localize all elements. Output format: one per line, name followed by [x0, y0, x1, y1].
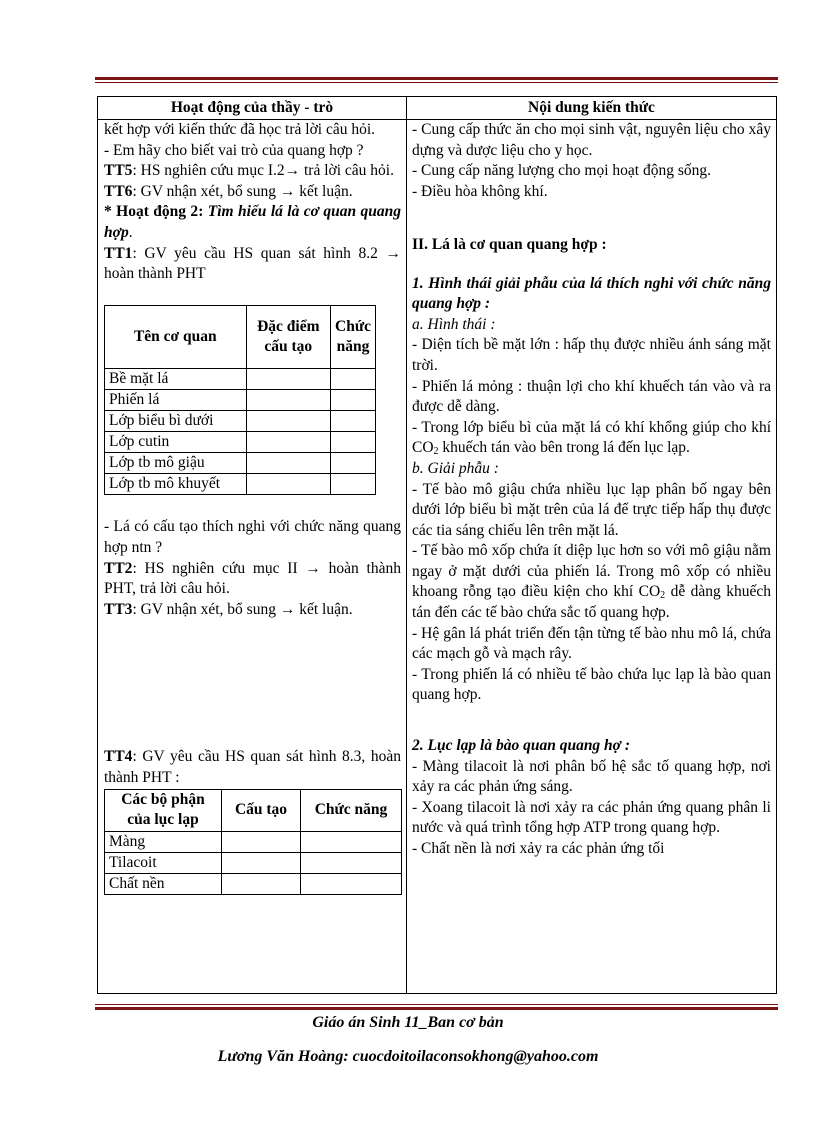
table-cell-empty: [331, 474, 376, 495]
footer-author: Lương Văn Hoàng: cuocdoitoilaconsokhong@yahoo.com: [217, 1048, 599, 1065]
activities-column: [104, 120, 401, 895]
step-tt6: [104, 182, 401, 203]
table-cell: Tilacoit: [105, 852, 222, 873]
step-text: : HS nghiên cứu mục I.2→ trả lời câu hỏi.: [132, 162, 394, 180]
subscript: 2: [433, 446, 439, 458]
step-label: TT5: [104, 162, 133, 180]
table-cell-empty: [301, 852, 402, 873]
header-rule: [95, 77, 778, 83]
step-label: TT3: [104, 600, 133, 618]
step-text: : GV nhận xét, bổ sung → kết luận.: [132, 600, 353, 618]
part-b-title: b. Giải phẫu :: [412, 459, 499, 477]
subscript: 2: [660, 590, 666, 602]
activity-label: * Hoạt động 2: [104, 203, 199, 221]
table-cell: Lớp tb mô khuyết: [105, 474, 247, 495]
morphology-area: - Diện tích bề mặt lớn : hấp thụ được nhiều ánh sáng mặt trời.: [412, 336, 771, 374]
anatomy-chloroplasts: - Trong phiến lá có nhiều tế bào chứa lục lạp là bào quan quang hợp.: [412, 665, 771, 704]
step-tt5: [104, 161, 401, 182]
chloroplast-membrane: - Màng tilacoit là nơi phân bố hệ sắc tố quang hợp, nơi xảy ra các phản ứng sáng.: [412, 757, 771, 796]
table-cell-empty: [222, 852, 301, 873]
text: khuếch tán vào bên trong lá đến lục lạp.: [438, 439, 690, 457]
table-cell-empty: [331, 453, 376, 474]
table-cell-empty: [222, 831, 301, 852]
question-leaf-adaptation: [104, 517, 401, 558]
table-cell-empty: [246, 474, 330, 495]
morphology-stomata: [412, 418, 771, 459]
morphology-thin: - Phiến lá mỏng : thuận lợi cho khí khuếch tán vào và ra được dễ dàng.: [412, 377, 771, 416]
step-label: TT1: [104, 244, 133, 262]
subsection-2-title: 2. Lục lạp là bào quan quang hợ :: [412, 737, 631, 755]
step-tt3: [104, 600, 401, 621]
table-cell-empty: [331, 411, 376, 432]
step-tt2: [104, 559, 401, 600]
step-text: : GV yêu cầu HS quan sát hình 8.2 → hoàn thành PHT: [104, 244, 401, 283]
table-cell: Màng: [105, 831, 222, 852]
lesson-table: [97, 96, 777, 994]
anatomy-veins: - Hệ gân lá phát triển đến tận từng tế bào nhu mô lá, chứa các mạch gỗ và mạch rây.: [412, 624, 771, 663]
table-cell-empty: [331, 432, 376, 453]
table-cell: Lớp cutin: [105, 432, 247, 453]
footer-title: Giáo án Sinh 11_Ban cơ bản: [312, 1014, 504, 1031]
header-content: Nội dung kiến thức: [528, 99, 655, 116]
content-column: [412, 120, 771, 860]
table-cell-empty: [301, 873, 402, 894]
step-label: TT2: [104, 559, 133, 577]
header-activities: Hoạt động của thầy - trò: [170, 99, 334, 116]
table-header: Đặc điểm cấu tạo: [246, 306, 330, 369]
activity-dot: .: [128, 223, 133, 241]
left-text: kết hợp với kiến thức đã học trả lời câu hỏi.: [104, 121, 376, 138]
table-cell: Lớp tb mô giậu: [105, 453, 247, 474]
footer-rule: [95, 1004, 778, 1010]
table-cell-empty: [301, 831, 402, 852]
table-cell: Lớp biểu bì dưới: [105, 411, 247, 432]
table-header: Tên cơ quan: [105, 306, 247, 369]
leaf-structure-table: [104, 305, 376, 495]
table-header: Chức năng: [301, 789, 402, 831]
part-a-title: a. Hình thái :: [412, 315, 496, 333]
step-tt4: [104, 747, 401, 788]
table-cell-empty: [246, 369, 330, 390]
role-food: - Cung cấp thức ăn cho mọi sinh vật, nguyên liệu cho xây dựng và dược liệu cho y học.: [412, 121, 771, 159]
text: - Tế bào mô xốp chứa ít diệp lục hơn so với mô giậu nằm ngay ở mặt dưới của phiến lá. Trong mô xốp có nhiều khoang rỗng tạo điều kiện cho khí CO: [412, 542, 771, 601]
activity-colon: :: [198, 203, 208, 221]
table-cell-empty: [246, 411, 330, 432]
table-cell-empty: [246, 390, 330, 411]
table-cell-empty: [331, 390, 376, 411]
table-cell-empty: [246, 432, 330, 453]
table-cell: Chất nền: [105, 873, 222, 894]
step-text: : HS nghiên cứu mục II → hoàn thành PHT, trả lời câu hỏi.: [104, 559, 401, 598]
table-header: Chức năng: [331, 306, 376, 369]
activity-title: Tìm hiểu lá là cơ quan quang hợp: [104, 203, 401, 241]
step-text: : GV yêu cầu HS quan sát hình 8.3, hoàn thành PHT :: [104, 748, 401, 786]
anatomy-palisade: - Tế bào mô giậu chứa nhiều lục lạp phân bố ngay bên dưới lớp biểu bì mặt trên của lá để trực tiếp hấp thụ được các tia sáng chiếu lên trên mặt lá.: [412, 480, 771, 539]
step-label: TT6: [104, 182, 133, 200]
table-cell: Phiến lá: [105, 390, 247, 411]
text: - Trong lớp biểu bì của mặt lá có khí khổng giúp cho khí CO: [412, 418, 771, 457]
column-divider: [406, 97, 407, 993]
section-2-title: II. Lá là cơ quan quang hợp :: [412, 235, 607, 253]
subsection-1-title: 1. Hình thái giải phẫu của lá thích nghi với chức năng quang hợp :: [412, 274, 771, 313]
text: dễ dàng khuếch tán đến các tế bào chứa sắc tố quang hợp.: [412, 583, 771, 622]
table-cell-empty: [222, 873, 301, 894]
role-air: - Điều hòa không khí.: [412, 182, 548, 200]
activity-2-heading: [104, 202, 401, 243]
question-text: - Lá có cấu tạo thích nghi với chức năng quang hợp ntn ?: [104, 518, 401, 556]
step-label: TT4: [104, 748, 133, 766]
anatomy-spongy: [412, 541, 771, 623]
chloroplast-lumen: - Xoang tilacoit là nơi xảy ra các phản ứng quang phân li nước và quá trình tổng hợp ATP trong quang hợp.: [412, 798, 771, 837]
table-cell-empty: [246, 453, 330, 474]
question-role: - Em hãy cho biết vai trò của quang hợp ?: [104, 141, 364, 159]
step-tt1: [104, 244, 401, 285]
chloroplast-table: [104, 789, 402, 895]
table-header: Cấu tạo: [222, 789, 301, 831]
step-text: : GV nhận xét, bổ sung → kết luận.: [132, 182, 353, 200]
table-cell: Bề mặt lá: [105, 369, 247, 390]
table-header: Các bộ phận của lục lạp: [105, 789, 222, 831]
chloroplast-stroma: - Chất nền là nơi xảy ra các phản ứng tối: [412, 840, 665, 857]
role-energy: - Cung cấp năng lượng cho mọi hoạt động sống.: [412, 162, 712, 180]
table-cell-empty: [331, 369, 376, 390]
